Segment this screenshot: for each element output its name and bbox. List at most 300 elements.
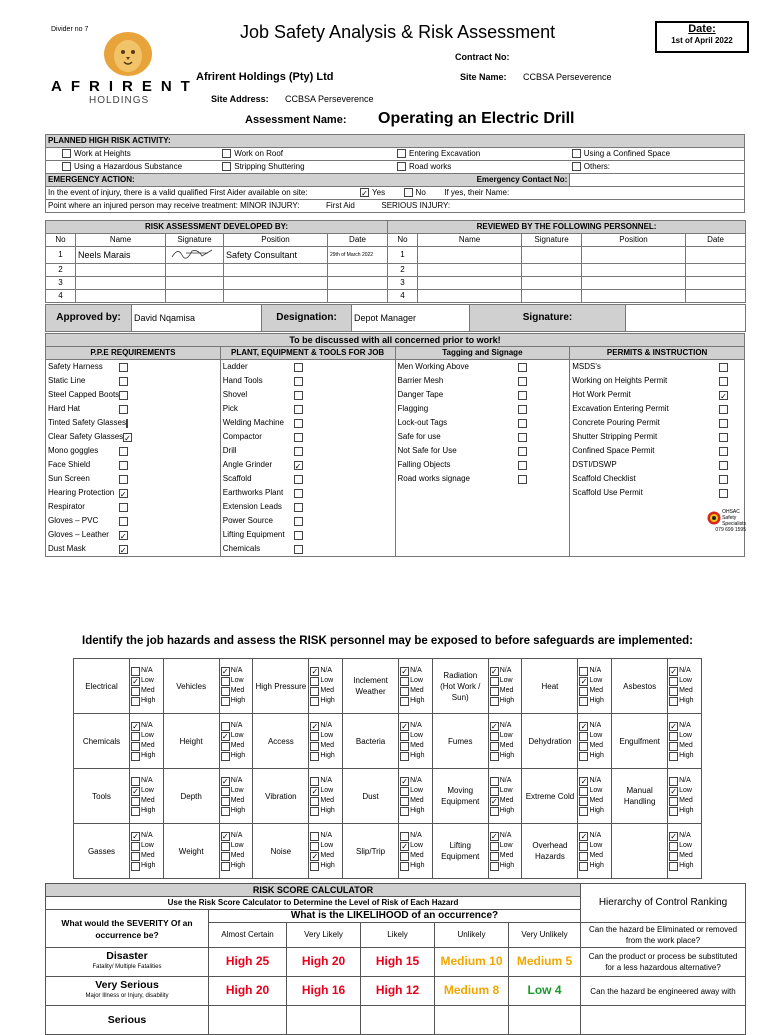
- checkbox[interactable]: [572, 149, 581, 158]
- checkbox[interactable]: ✓: [119, 545, 127, 555]
- developer-date[interactable]: [328, 277, 388, 290]
- hazard-option[interactable]: [579, 806, 610, 816]
- hazard-option[interactable]: [490, 721, 521, 731]
- hazard-option[interactable]: [490, 861, 521, 871]
- checkbox[interactable]: ✓: [132, 831, 139, 841]
- checkbox[interactable]: [294, 433, 303, 442]
- hazard-option[interactable]: [310, 696, 341, 706]
- checkbox[interactable]: [669, 732, 678, 741]
- checkbox[interactable]: [490, 852, 499, 861]
- checkbox[interactable]: ✓: [490, 831, 498, 841]
- checkbox[interactable]: ✓: [401, 721, 408, 731]
- reviewer-position[interactable]: [582, 247, 686, 264]
- checkbox[interactable]: [119, 517, 128, 526]
- checkbox[interactable]: [490, 777, 499, 786]
- developer-position[interactable]: [224, 277, 328, 290]
- hazard-option[interactable]: [579, 776, 610, 786]
- checkbox[interactable]: [518, 405, 527, 414]
- checkbox[interactable]: [310, 732, 319, 741]
- hazard-option[interactable]: [490, 831, 521, 841]
- checkbox[interactable]: [131, 852, 140, 861]
- hazard-option[interactable]: [400, 786, 431, 796]
- checkbox[interactable]: [294, 531, 303, 540]
- hazard-option[interactable]: [310, 831, 341, 841]
- checkbox[interactable]: ✓: [401, 666, 408, 676]
- checkbox[interactable]: ✓: [401, 841, 408, 851]
- hazard-option[interactable]: [131, 851, 162, 861]
- checkbox[interactable]: [119, 503, 128, 512]
- hazard-option[interactable]: [579, 731, 610, 741]
- reviewer-name[interactable]: [418, 290, 522, 303]
- checkbox[interactable]: ✓: [720, 391, 727, 401]
- checkbox[interactable]: [669, 842, 678, 851]
- hazard-option[interactable]: [490, 786, 521, 796]
- hazard-option[interactable]: [490, 776, 521, 786]
- checkbox[interactable]: [572, 162, 581, 171]
- hazard-option[interactable]: [400, 861, 431, 871]
- hazard-option[interactable]: [400, 731, 431, 741]
- checkbox[interactable]: [400, 852, 409, 861]
- hazard-option[interactable]: [669, 796, 700, 806]
- hazard-option[interactable]: [400, 831, 431, 841]
- hazard-option[interactable]: [221, 686, 252, 696]
- reviewer-date[interactable]: [686, 247, 746, 264]
- reviewer-signature[interactable]: [522, 264, 582, 277]
- checkbox[interactable]: ✓: [132, 786, 139, 796]
- checkbox[interactable]: [310, 697, 319, 706]
- developer-signature[interactable]: [166, 290, 224, 303]
- hazard-option[interactable]: [579, 676, 610, 686]
- hazard-option[interactable]: [400, 666, 431, 676]
- checkbox[interactable]: [400, 697, 409, 706]
- hazard-option[interactable]: [400, 676, 431, 686]
- checkbox[interactable]: [222, 149, 231, 158]
- hazard-option[interactable]: [490, 741, 521, 751]
- checkbox[interactable]: [131, 752, 140, 761]
- hazard-option[interactable]: [669, 861, 700, 871]
- checkbox[interactable]: [719, 419, 728, 428]
- checkbox[interactable]: [294, 391, 303, 400]
- checkbox[interactable]: [400, 752, 409, 761]
- checkbox[interactable]: [221, 677, 230, 686]
- hazard-option[interactable]: [131, 686, 162, 696]
- checkbox[interactable]: [294, 545, 303, 554]
- hazard-option[interactable]: [669, 686, 700, 696]
- checkbox[interactable]: ✓: [490, 796, 498, 806]
- hazard-option[interactable]: [310, 776, 341, 786]
- checkbox[interactable]: [719, 475, 728, 484]
- checkbox[interactable]: [131, 687, 140, 696]
- checkbox[interactable]: [400, 687, 409, 696]
- checkbox[interactable]: [119, 447, 128, 456]
- hazard-option[interactable]: [400, 751, 431, 761]
- checkbox[interactable]: [490, 697, 499, 706]
- checkbox[interactable]: [310, 842, 319, 851]
- checkbox[interactable]: [221, 752, 230, 761]
- checkbox[interactable]: ✓: [580, 831, 588, 841]
- hazard-option[interactable]: [579, 861, 610, 871]
- hazard-option[interactable]: [221, 806, 252, 816]
- hazard-option[interactable]: [400, 776, 431, 786]
- checkbox[interactable]: [719, 489, 728, 498]
- hazard-option[interactable]: [310, 731, 341, 741]
- checkbox[interactable]: [719, 363, 728, 372]
- reviewer-date[interactable]: [686, 277, 746, 290]
- developer-date[interactable]: [328, 290, 388, 303]
- checkbox[interactable]: ✓: [401, 776, 408, 786]
- developer-date[interactable]: [328, 264, 388, 277]
- checkbox[interactable]: [579, 797, 588, 806]
- hazard-option[interactable]: [579, 696, 610, 706]
- checkbox[interactable]: [400, 742, 409, 751]
- checkbox[interactable]: [119, 391, 128, 400]
- checkbox[interactable]: [669, 797, 678, 806]
- checkbox[interactable]: [131, 667, 140, 676]
- checkbox[interactable]: [126, 419, 128, 428]
- checkbox[interactable]: [62, 162, 71, 171]
- hazard-option[interactable]: [310, 666, 341, 676]
- checkbox[interactable]: [719, 461, 728, 470]
- hazard-option[interactable]: [579, 751, 610, 761]
- hazard-option[interactable]: [669, 776, 700, 786]
- checkbox[interactable]: [669, 862, 678, 871]
- checkbox[interactable]: [719, 377, 728, 386]
- checkbox[interactable]: [221, 697, 230, 706]
- checkbox[interactable]: ✓: [311, 721, 319, 731]
- reviewer-position[interactable]: [582, 277, 686, 290]
- hazard-option[interactable]: [669, 806, 700, 816]
- checkbox[interactable]: ✓: [221, 731, 229, 741]
- hazard-option[interactable]: [310, 861, 341, 871]
- hazard-option[interactable]: [131, 731, 162, 741]
- hazard-option[interactable]: [490, 666, 521, 676]
- checkbox[interactable]: [579, 742, 588, 751]
- hazard-option[interactable]: [310, 806, 341, 816]
- checkbox[interactable]: [221, 722, 230, 731]
- checkbox[interactable]: [310, 752, 319, 761]
- checkbox[interactable]: [719, 433, 728, 442]
- hazard-option[interactable]: [221, 721, 252, 731]
- hazard-option[interactable]: [131, 741, 162, 751]
- checkbox[interactable]: [579, 732, 588, 741]
- checkbox[interactable]: ✓: [670, 786, 677, 796]
- checkbox[interactable]: [490, 807, 499, 816]
- checkbox[interactable]: [131, 777, 140, 786]
- hazard-option[interactable]: [669, 786, 700, 796]
- hazard-option[interactable]: [310, 786, 341, 796]
- checkbox[interactable]: [294, 447, 303, 456]
- checkbox[interactable]: [119, 475, 128, 484]
- hazard-option[interactable]: [579, 741, 610, 751]
- checkbox[interactable]: [131, 842, 140, 851]
- hazard-option[interactable]: [131, 841, 162, 851]
- hazard-option[interactable]: [310, 676, 341, 686]
- hazard-option[interactable]: [490, 751, 521, 761]
- hazard-option[interactable]: [490, 796, 521, 806]
- hazard-option[interactable]: [579, 841, 610, 851]
- developer-name[interactable]: [76, 290, 166, 303]
- hazard-option[interactable]: [221, 831, 252, 841]
- hazard-option[interactable]: [579, 831, 610, 841]
- checkbox[interactable]: ✓: [580, 676, 588, 686]
- hazard-option[interactable]: [221, 751, 252, 761]
- checkbox[interactable]: [119, 461, 128, 470]
- checkbox[interactable]: [579, 697, 588, 706]
- checkbox[interactable]: [400, 807, 409, 816]
- checkbox[interactable]: [579, 687, 588, 696]
- checkbox[interactable]: [221, 852, 230, 861]
- hazard-option[interactable]: [310, 796, 341, 806]
- hazard-option[interactable]: [221, 741, 252, 751]
- checkbox[interactable]: [490, 742, 499, 751]
- checkbox[interactable]: [518, 377, 527, 386]
- checkbox[interactable]: [131, 697, 140, 706]
- checkbox[interactable]: [131, 862, 140, 871]
- checkbox[interactable]: [518, 447, 527, 456]
- checkbox[interactable]: [221, 687, 230, 696]
- checkbox[interactable]: ✓: [311, 786, 319, 796]
- hazard-option[interactable]: [490, 696, 521, 706]
- hazard-option[interactable]: [579, 851, 610, 861]
- checkbox[interactable]: [221, 742, 230, 751]
- hazard-option[interactable]: [131, 676, 162, 686]
- hazard-option[interactable]: [131, 796, 162, 806]
- hazard-option[interactable]: [310, 721, 341, 731]
- checkbox[interactable]: [719, 405, 728, 414]
- checkbox[interactable]: ✓: [670, 831, 677, 841]
- checkbox[interactable]: [131, 742, 140, 751]
- checkbox[interactable]: ✓: [221, 831, 229, 841]
- hazard-option[interactable]: [131, 831, 162, 841]
- checkbox[interactable]: [400, 832, 409, 841]
- checkbox[interactable]: [579, 807, 588, 816]
- reviewer-name[interactable]: [418, 264, 522, 277]
- checkbox[interactable]: [669, 742, 678, 751]
- hazard-option[interactable]: [131, 861, 162, 871]
- checkbox[interactable]: [579, 842, 588, 851]
- reviewer-date[interactable]: [686, 264, 746, 277]
- hazard-option[interactable]: [310, 751, 341, 761]
- checkbox[interactable]: [119, 377, 128, 386]
- checkbox[interactable]: ✓: [670, 666, 677, 676]
- reviewer-position[interactable]: [582, 290, 686, 303]
- hazard-option[interactable]: [490, 841, 521, 851]
- hazard-option[interactable]: [400, 721, 431, 731]
- checkbox[interactable]: [669, 852, 678, 861]
- hazard-option[interactable]: [400, 851, 431, 861]
- hazard-option[interactable]: [310, 851, 341, 861]
- checkbox[interactable]: [310, 832, 319, 841]
- checkbox[interactable]: [490, 687, 499, 696]
- hazard-option[interactable]: [669, 721, 700, 731]
- checkbox[interactable]: [397, 162, 406, 171]
- checkbox[interactable]: [579, 752, 588, 761]
- checkbox[interactable]: [518, 419, 527, 428]
- checkbox[interactable]: [669, 697, 678, 706]
- hazard-option[interactable]: [310, 686, 341, 696]
- checkbox[interactable]: ✓: [132, 676, 139, 686]
- developer-position[interactable]: [224, 290, 328, 303]
- reviewer-date[interactable]: [686, 290, 746, 303]
- hazard-option[interactable]: [669, 696, 700, 706]
- checkbox[interactable]: [400, 787, 409, 796]
- checkbox[interactable]: [490, 787, 499, 796]
- checkbox[interactable]: [131, 797, 140, 806]
- checkbox[interactable]: [518, 475, 527, 484]
- checkbox[interactable]: [294, 517, 303, 526]
- hazard-option[interactable]: [221, 731, 252, 741]
- checkbox[interactable]: [669, 677, 678, 686]
- hazard-option[interactable]: [669, 841, 700, 851]
- hazard-option[interactable]: [669, 831, 700, 841]
- checkbox[interactable]: [294, 475, 303, 484]
- checkbox[interactable]: ✓: [490, 721, 498, 731]
- hazard-option[interactable]: [669, 851, 700, 861]
- hazard-option[interactable]: [400, 806, 431, 816]
- developer-signature[interactable]: [166, 277, 224, 290]
- checkbox[interactable]: [221, 862, 230, 871]
- checkbox[interactable]: [221, 787, 230, 796]
- hazard-option[interactable]: [669, 666, 700, 676]
- checkbox[interactable]: [490, 677, 499, 686]
- hazard-option[interactable]: [221, 776, 252, 786]
- yes-checkbox[interactable]: ✓: [361, 189, 368, 199]
- hazard-option[interactable]: [400, 741, 431, 751]
- checkbox[interactable]: [221, 797, 230, 806]
- checkbox[interactable]: ✓: [124, 433, 131, 443]
- checkbox[interactable]: ✓: [119, 489, 127, 499]
- checkbox[interactable]: ✓: [670, 721, 677, 731]
- checkbox[interactable]: [131, 732, 140, 741]
- checkbox[interactable]: ✓: [221, 776, 229, 786]
- reviewer-name[interactable]: [418, 277, 522, 290]
- checkbox[interactable]: ✓: [119, 531, 127, 541]
- developer-position[interactable]: [224, 264, 328, 277]
- checkbox[interactable]: [397, 149, 406, 158]
- hazard-option[interactable]: [579, 666, 610, 676]
- checkbox[interactable]: ✓: [580, 776, 588, 786]
- reviewer-signature[interactable]: [522, 290, 582, 303]
- checkbox[interactable]: [579, 862, 588, 871]
- checkbox[interactable]: [400, 677, 409, 686]
- checkbox[interactable]: ✓: [132, 721, 139, 731]
- hazard-option[interactable]: [579, 786, 610, 796]
- checkbox[interactable]: [579, 852, 588, 861]
- checkbox[interactable]: [294, 363, 303, 372]
- hazard-option[interactable]: [131, 776, 162, 786]
- hazard-option[interactable]: [579, 721, 610, 731]
- checkbox[interactable]: [310, 677, 319, 686]
- checkbox[interactable]: [294, 503, 303, 512]
- hazard-option[interactable]: [579, 796, 610, 806]
- checkbox[interactable]: [490, 842, 499, 851]
- hazard-option[interactable]: [490, 851, 521, 861]
- hazard-option[interactable]: [221, 796, 252, 806]
- reviewer-name[interactable]: [418, 247, 522, 264]
- hazard-option[interactable]: [669, 676, 700, 686]
- checkbox[interactable]: [294, 489, 303, 498]
- hazard-option[interactable]: [131, 751, 162, 761]
- checkbox[interactable]: [518, 391, 527, 400]
- checkbox[interactable]: [221, 842, 230, 851]
- checkbox[interactable]: [119, 405, 128, 414]
- hazard-option[interactable]: [579, 686, 610, 696]
- hazard-option[interactable]: [669, 731, 700, 741]
- hazard-option[interactable]: [221, 841, 252, 851]
- checkbox[interactable]: [62, 149, 71, 158]
- checkbox[interactable]: [294, 419, 303, 428]
- developer-signature[interactable]: [166, 264, 224, 277]
- hazard-option[interactable]: [131, 786, 162, 796]
- hazard-option[interactable]: [669, 751, 700, 761]
- checkbox[interactable]: [400, 797, 409, 806]
- checkbox[interactable]: [310, 807, 319, 816]
- checkbox[interactable]: [490, 862, 499, 871]
- hazard-option[interactable]: [221, 666, 252, 676]
- hazard-option[interactable]: [310, 741, 341, 751]
- emergency-contact-field[interactable]: [570, 174, 745, 187]
- hazard-option[interactable]: [669, 741, 700, 751]
- checkbox[interactable]: [579, 787, 588, 796]
- hazard-option[interactable]: [221, 696, 252, 706]
- reviewer-signature[interactable]: [522, 277, 582, 290]
- checkbox[interactable]: [669, 752, 678, 761]
- hazard-option[interactable]: [490, 806, 521, 816]
- hazard-option[interactable]: [131, 696, 162, 706]
- hazard-option[interactable]: [131, 721, 162, 731]
- hazard-option[interactable]: [400, 841, 431, 851]
- checkbox[interactable]: [400, 862, 409, 871]
- checkbox[interactable]: [221, 807, 230, 816]
- checkbox[interactable]: [669, 687, 678, 696]
- hazard-option[interactable]: [400, 796, 431, 806]
- hazard-option[interactable]: [310, 841, 341, 851]
- reviewer-signature[interactable]: [522, 247, 582, 264]
- checkbox[interactable]: [310, 797, 319, 806]
- hazard-option[interactable]: [221, 676, 252, 686]
- checkbox[interactable]: [669, 807, 678, 816]
- checkbox[interactable]: ✓: [221, 666, 229, 676]
- checkbox[interactable]: [310, 862, 319, 871]
- checkbox[interactable]: [310, 777, 319, 786]
- checkbox[interactable]: [222, 162, 231, 171]
- checkbox[interactable]: ✓: [311, 666, 319, 676]
- hazard-option[interactable]: [131, 806, 162, 816]
- approver-signature-field[interactable]: [626, 305, 746, 332]
- hazard-option[interactable]: [400, 696, 431, 706]
- checkbox[interactable]: [310, 742, 319, 751]
- hazard-option[interactable]: [490, 686, 521, 696]
- checkbox[interactable]: ✓: [490, 666, 498, 676]
- hazard-option[interactable]: [400, 686, 431, 696]
- hazard-option[interactable]: [221, 786, 252, 796]
- developer-name[interactable]: [76, 277, 166, 290]
- checkbox[interactable]: [518, 461, 527, 470]
- checkbox[interactable]: [294, 377, 303, 386]
- checkbox[interactable]: [719, 447, 728, 456]
- hazard-option[interactable]: [490, 731, 521, 741]
- no-checkbox[interactable]: [404, 188, 413, 197]
- checkbox[interactable]: [310, 687, 319, 696]
- checkbox[interactable]: [294, 405, 303, 414]
- reviewer-position[interactable]: [582, 264, 686, 277]
- checkbox[interactable]: [400, 732, 409, 741]
- checkbox[interactable]: [518, 363, 527, 372]
- checkbox[interactable]: [669, 777, 678, 786]
- checkbox[interactable]: ✓: [294, 461, 302, 471]
- developer-name[interactable]: [76, 264, 166, 277]
- hazard-option[interactable]: [221, 861, 252, 871]
